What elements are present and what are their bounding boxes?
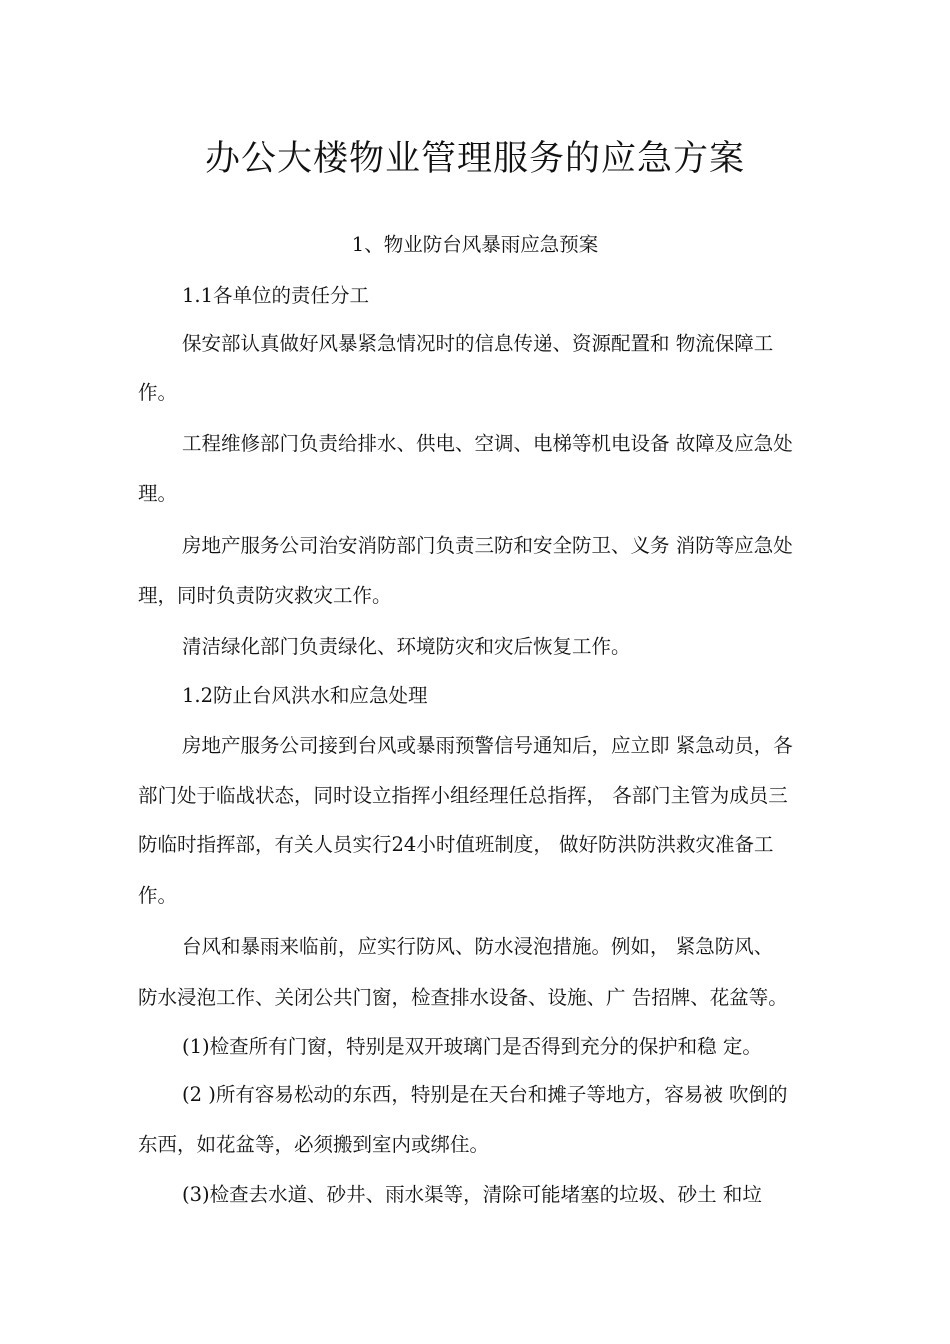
document-title: 办公大楼物业管理服务的应急方案	[204, 139, 745, 179]
paragraph-line: 保安部认真做好风暴紧急情况时的信息传递、资源配置和 物流保障工	[182, 332, 774, 355]
list-item-line: (1)检查所有门窗，特别是双开玻璃门是否得到充分的保护和稳 定。	[182, 1035, 762, 1058]
paragraph-line: 房地产服务公司治安消防部门负责三防和安全防卫、义务 消防等应急处	[182, 534, 793, 557]
paragraph-line: 清洁绿化部门负责绿化、环境防灾和灾后恢复工作。	[182, 635, 631, 658]
subsection-heading: 1.2防止台风洪水和应急处理	[182, 684, 428, 707]
paragraph-line: 东西，如花盆等，必须搬到室内或绑住。	[138, 1133, 490, 1156]
paragraph-line: 台风和暴雨来临前，应实行防风、防水浸泡措施。例如， 紧急防风、	[182, 935, 774, 958]
list-item-line: (3)检查去水道、砂井、雨水渠等，清除可能堵塞的垃圾、砂土 和垃	[182, 1183, 762, 1206]
paragraph-line: 部门处于临战状态，同时设立指挥小组经理任总指挥， 各部门主管为成员三	[138, 784, 788, 807]
paragraph-line: 防水浸泡工作、关闭公共门窗，检查排水设备、设施、广 告招牌、花盆等。	[138, 986, 788, 1009]
paragraph-line: 作。	[138, 381, 178, 404]
paragraph-line: 房地产服务公司接到台风或暴雨预警信号通知后，应立即 紧急动员，各	[182, 734, 793, 757]
list-item-line: (2 )所有容易松动的东西，特别是在天台和摊子等地方，容易被 吹倒的	[182, 1083, 788, 1106]
paragraph-line: 工程维修部门负责给排水、供电、空调、电梯等机电设备 故障及应急处	[182, 432, 793, 455]
subsection-heading: 1.1各单位的责任分工	[182, 284, 370, 307]
paragraph-line: 理，同时负责防灾救灾工作。	[138, 584, 392, 607]
paragraph-line: 作。	[138, 884, 178, 907]
section-heading: 1、物业防台风暴雨应急预案	[351, 233, 599, 256]
paragraph-line: 理。	[138, 482, 178, 505]
paragraph-line: 防临时指挥部，有关人员实行24小时值班制度， 做好防洪防洪救灾准备工	[138, 833, 774, 856]
